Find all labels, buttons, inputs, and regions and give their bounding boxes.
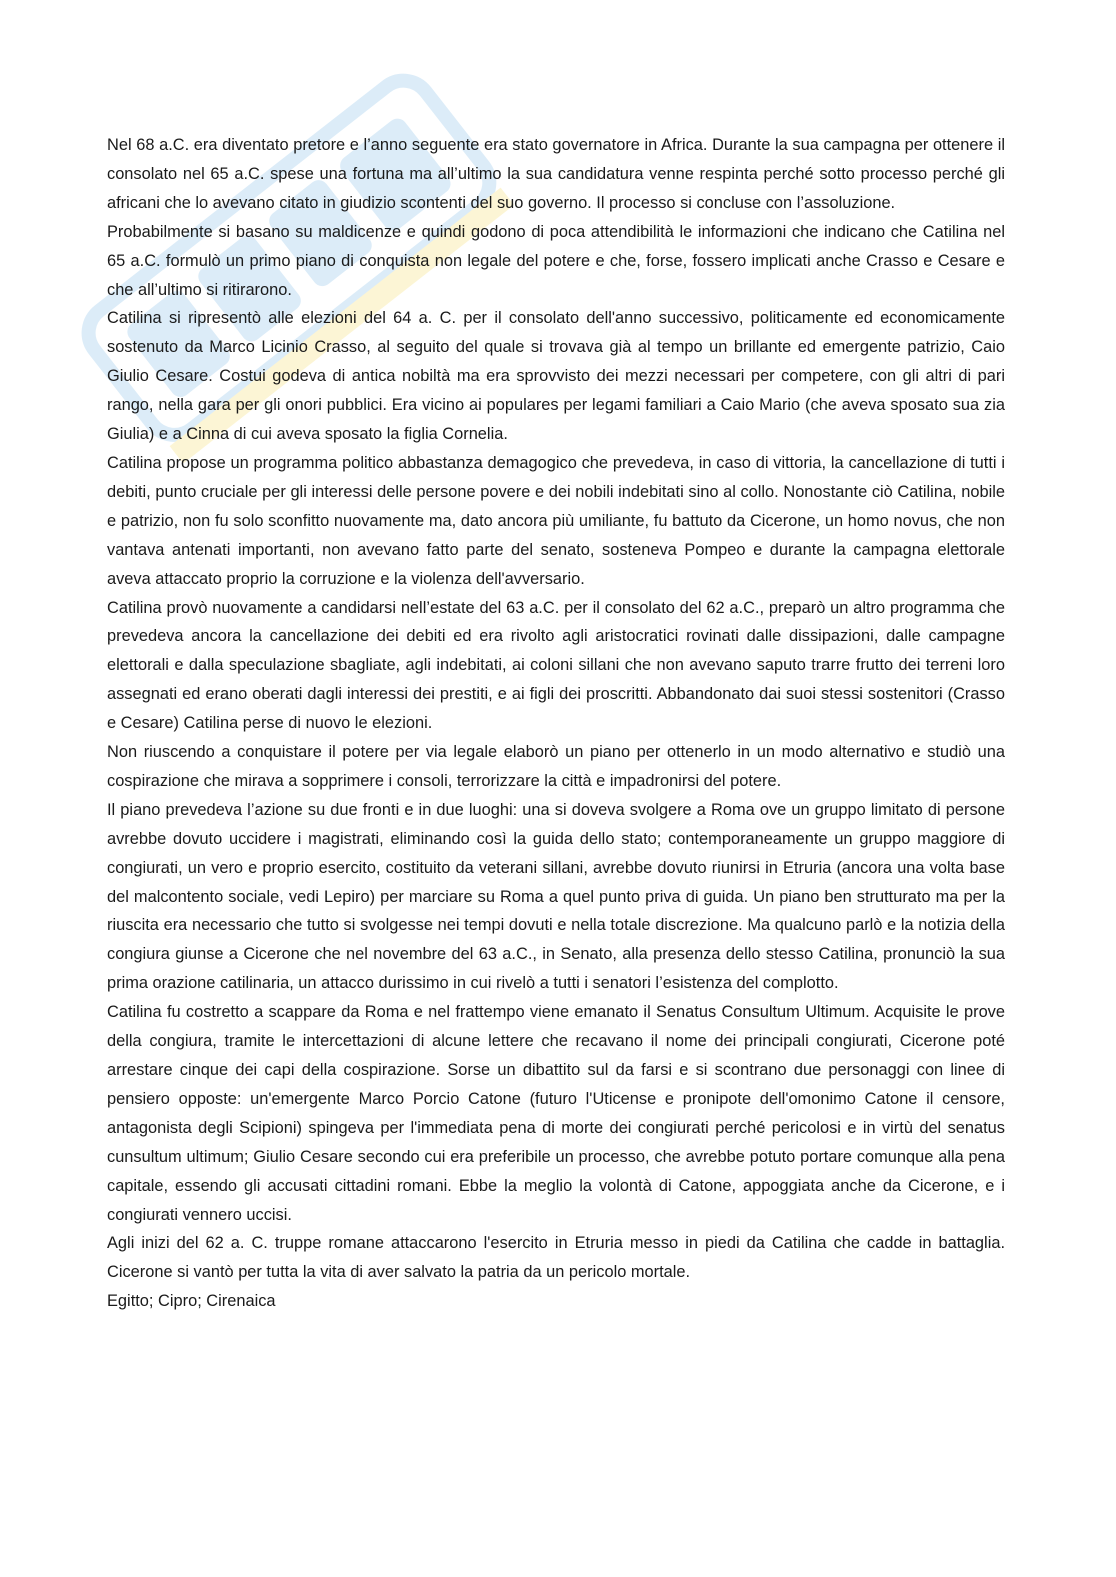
paragraph: Catilina fu costretto a scappare da Roma e nel frattempo viene emanato il Senatus Consultum Ultimum. Acquisite le prove della congiura, tramite le intercettazioni di alcune lettere che recavano il nome dei principali congiurati, Cicerone poté arrestare cinque dei capi della cospirazione. Sorse un dibattito sul da farsi e si scontrano due personaggi con linee di pensiero opposte: un'emergente Marco Porcio Catone (futuro l'Uticense e pronipote dell'omonimo Catone il censore, antagonista degli Scipioni) spingeva per l'immediata pena di morte dei congiurati perché pericolosi e in virtù del senatus cunsultum ultimum; Giulio Cesare secondo cui era preferibile un processo, che avrebbe potuto portare comunque alla pena capitale, essendo gli accusati cittadini romani. Ebbe la meglio la volontà di Catone, appoggiata anche da Cicerone, e i congiurati vennero uccisi. [107,1003,1005,1224]
paragraph: Catilina provò nuovamente a candidarsi nell’estate del 63 a.C. per il consolato del 62 a.C., preparò un altro programma che prevedeva ancora la cancellazione dei debiti ed era rivolto agli aristocratici rovinati dalle dissipazioni, dalle campagne elettorali e dalla speculazione sbagliate, agli indebitati, ai coloni sillani che non avevano saputo trarre frutto dei terreni loro assegnati ed erano oberati dagli interessi dei prestiti, e ai figli dei proscritti. Abbandonato dai suoi stessi sostenitori (Crasso e Cesare) Catilina perse di nuovo le elezioni. [107,598,1005,733]
paragraph-short: Egitto; Cipro; Cirenaica [107,1292,276,1311]
paragraph: Il piano prevedeva l’azione su due fronti e in due luoghi: una si doveva svolgere a Roma ove un gruppo limitato di persone avrebbe dovuto uccidere i magistrati, eliminando così la guida dello stato; contemporaneamente un gruppo maggiore di congiurati, un vero e proprio esercito, costituito da veterani sillani, avrebbe dovuto riunirsi in Etruria (ancora una volta base del malcontento sociale, vedi Lepiro) per marciare su Roma a quel punto priva di guida. Un piano ben strutturato ma per la riuscita era necessario che tutto si svolgesse nei tempi dovuti e nella totale discrezione. Ma qualcuno parlò e la notizia della congiura giunse a Cicerone che nel novembre del 63 a.C., in Senato, alla presenza dello stesso Catilina, pronunciò la sua prima orazione catilinaria, un attacco durissimo in cui rivelò a tutti i senatori l’esistenza del complotto. [107,800,1005,993]
paragraph: Agli inizi del 62 a. C. truppe romane attaccarono l'esercito in Etruria messo in piedi da Catilina che cadde in battaglia. Cicerone si vantò per tutta la vita di aver salvato la patria da un pericolo mortale. [107,1234,1005,1282]
document-text [107,131,1005,1316]
paragraph: Catilina propose un programma politico abbastanza demagogico che prevedeva, in caso di vittoria, la cancellazione di tutti i debiti, punto cruciale per gli interessi delle persone povere e dei nobili indebitati sino al collo. Nonostante ciò Catilina, nobile e patrizio, non fu solo sconfitto nuovamente ma, dato ancora più umiliante, fu battuto da Cicerone, un homo novus, che non vantava antenati importanti, non avevano fatto parte del senato, sosteneva Pompeo e durante la campagna elettorale aveva attaccato proprio la corruzione e la violenza dell'avversario. [107,453,1005,588]
paragraph: Probabilmente si basano su maldicenze e quindi godono di poca attendibilità le informazioni che indicano che Catilina nel 65 a.C. formulò un primo piano di conquista non legale del potere e che, forse, fossero implicati anche Crasso e Cesare e che all’ultimo si ritirarono. [107,222,1005,299]
paragraph: Non riuscendo a conquistare il potere per via legale elaborò un piano per ottenerlo in un modo alternativo e studiò una cospirazione che mirava a sopprimere i consoli, terrorizzare la città e impadronirsi del potere. [107,743,1005,790]
paragraph: Catilina si ripresentò alle elezioni del 64 a. C. per il consolato dell'anno successivo, politicamente ed economicamente sostenuto da Marco Licinio Crasso, al seguito del quale si trovava già al tempo un brillante ed emergente patrizio, Caio Giulio Cesare. Costui godeva di antica nobiltà ma era sprovvisto dei mezzi necessari per competere, con gli altri di pari rango, nella gara per gli onori pubblici. Era vicino ai populares per legami familiari a Caio Mario (che aveva sposato sua zia Giulia) e a Cinna di cui aveva sposato la figlia Cornelia. [107,309,1005,444]
paragraph: Nel 68 a.C. era diventato pretore e l’anno seguente era stato governatore in Africa. Durante la sua campagna per ottenere il consolato nel 65 a.C. spese una fortuna ma all’ultimo la sua candidatura venne respinta perché sotto processo perché gli africani che lo avevano citato in giudizio scontenti del suo governo. Il processo si concluse con l’assoluzione. [107,136,1005,212]
